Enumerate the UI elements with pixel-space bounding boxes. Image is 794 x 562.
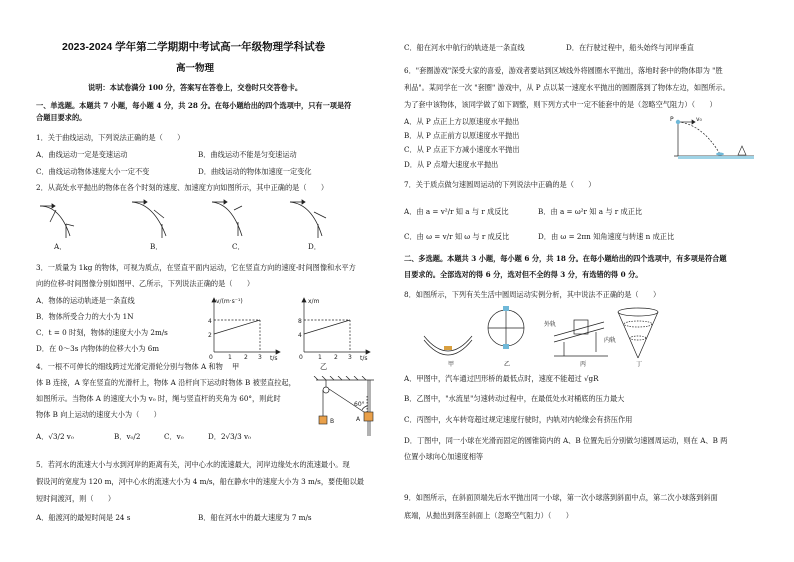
graph-yi-tick-4: 4	[298, 332, 302, 339]
q1-option-b: B．曲线运动不能是匀变速运动	[198, 150, 297, 159]
q6-option-a: A．从 P 点正上方以原速度水平抛出	[404, 117, 520, 126]
q3-stem-cont: 向的位移-时间图像分别如图甲、乙所示，下列说法正确的是（ ）	[36, 279, 255, 288]
inner-rail-label: 内轨	[604, 337, 617, 344]
graph-jia-tick-2s: 2	[244, 354, 248, 361]
q8-fig-jia	[424, 336, 472, 355]
q9-stem: 9．如图所示，在斜面顶端先后水平抛出同一小球，第一次小球落到斜面中点，第二次小球落到斜面	[404, 493, 718, 502]
bucket-bottom	[503, 344, 509, 349]
section2-heading-cont: 目要求的。全部选对的得 6 分，选对但不全的得 3 分，有选错的得 0 分。	[404, 270, 643, 279]
q5-option-a: A．船渡河的最短时间是 24 s	[36, 513, 131, 522]
section1-heading: 一、单选题。本题共 7 小题，每小题 4 分，共 28 分。在每小题给出的四个选项中，只有一项是符	[36, 101, 352, 110]
q2-label-b: B．	[150, 242, 163, 251]
graph-jia-tick-1: 1	[228, 354, 232, 361]
q6-option-c: C．从 P 点正下方减小速度水平抛出	[404, 145, 520, 154]
q6-ring-toss-figure	[668, 112, 760, 162]
graph-jia-tick-2: 2	[208, 332, 212, 339]
q8-label-yi: 乙	[504, 361, 511, 368]
graph-yi-x-label: t/s	[360, 355, 368, 362]
q8-option-b: B．乙图中，"水流星"匀速转动过程中，在最低处水对桶底的压力最大	[404, 394, 625, 403]
graph-jia-y-label: v/(m·s⁻¹)	[216, 298, 243, 305]
q8-label-jia: 甲	[448, 361, 455, 368]
q8-label-ding: 丁	[636, 361, 643, 368]
q2-label-a: A．	[54, 242, 67, 251]
q6-stem-2: 利品"。某同学在一次 "套圈" 游戏中，从 P 点以某一速度水平抛出的圆圈落到了物体左边，如图所示。	[404, 83, 730, 92]
q1-option-a: A．曲线运动一定是变速运动	[36, 150, 128, 159]
bucket-top	[503, 306, 509, 311]
q5-option-c: C．船在河水中航行的轨迹是一条直线	[404, 43, 525, 52]
q8-option-d: D．丁图中，同一小球在光滑而固定的圆锥筒内的 A、B 位置先后分别做匀速圆周运动，则在 A、B 两	[404, 436, 728, 445]
graph-yi-tick-0: 0	[299, 354, 303, 361]
q5-stem-3: 短时间渡河，则（ ）	[36, 494, 116, 503]
section1-heading-cont: 合题目要求的。	[36, 113, 87, 122]
q2-trajectory-figures	[36, 196, 396, 254]
graph-jia-tick-4: 4	[208, 318, 212, 325]
q7-option-a: A．由 a = v²/r 知 a 与 r 成反比	[404, 207, 509, 216]
q4-stem-3: 如图所示。当物体 A 的速度大小为 v₀ 时，绳与竖直杆的夹角为 60°，则此时	[36, 394, 281, 403]
q3-option-b: B．物体所受合力的大小为 1N	[36, 312, 134, 321]
section2-heading: 二、多选题。本题共 3 小题，每小题 6 分，共 18 分。在每小题给出的四个选项中，有多项是符合题	[404, 254, 727, 263]
q8-option-d-cont: 位置小球向心加速度相等	[404, 452, 484, 461]
q4-pulley-figure	[312, 376, 378, 438]
q9-stem-2: 底端，从抛出到落至斜面上（忽略空气阻力）（ ）	[404, 511, 573, 520]
q1-option-c: C．曲线运动物体速度大小一定不变	[36, 167, 150, 176]
q2-figure-c	[212, 200, 242, 236]
q6-stem: 6．"套圈游戏"深受大家的喜爱，游戏者要站到区域线外将圆圈水平抛出，落地时套中的物体即为 "胜	[404, 66, 723, 75]
q2-figure-a	[40, 204, 74, 238]
q4-option-b: B．v₀/2	[114, 432, 141, 441]
graph-jia-x-label: t/s	[270, 355, 278, 362]
graph-yi-tick-2: 2	[334, 354, 338, 361]
q7-option-c: C．由 ω = v/r 知 ω 与 r 成反比	[404, 232, 510, 241]
q6-stem-3: 为了套中该物体，该同学做了如下调整，则下列方式中一定不能套中的是（忽略空气阻力）（ ）	[404, 100, 717, 109]
block-a-label: A	[356, 416, 361, 423]
q7-option-d: D．由 ω = 2πn 知角速度与转速 n 成正比	[538, 232, 675, 241]
q8-figures	[404, 302, 764, 368]
graph-jia	[212, 298, 280, 354]
q5-option-d: D．在行驶过程中，船头始终与河岸垂直	[566, 43, 694, 52]
q8-fig-yi	[488, 310, 524, 346]
target-object	[738, 146, 746, 155]
block-b	[319, 416, 327, 424]
q1-stem: 1．关于曲线运动，下列说法正确的是（ ）	[36, 133, 185, 142]
car	[444, 346, 452, 350]
graph-jia-tick-0: 0	[209, 354, 213, 361]
graph-yi-y-label: x/m	[308, 298, 320, 305]
q4-stem: 4．一根不可伸长的细线跨过光滑定滑轮分别与物体 A 和物	[36, 362, 223, 371]
exam-title: 2023-2024 学年第二学期期中考试高一年级物理学科试卷	[62, 41, 326, 53]
graph-jia-caption: 甲	[232, 362, 240, 371]
graph-jia-tick-3: 3	[258, 354, 262, 361]
q3-option-c: C．t = 0 时刻，物体的速度大小为 2m/s	[36, 328, 168, 337]
graph-yi	[302, 298, 370, 354]
q4-option-a: A．√3/2 v₀	[36, 432, 74, 441]
point-p-label: P	[670, 116, 674, 123]
q5-option-b: B．船在河水中的最大速度为 7 m/s	[198, 513, 312, 522]
q7-option-b: B．由 a = ω²r 知 a 与 r 成正比	[538, 207, 643, 216]
q8-option-a: A．甲图中，汽车通过凹形桥的最低点时，速度不能超过 √gR	[404, 374, 599, 383]
q8-stem: 8．如图所示，下列有关生活中圆周运动实例分析，其中说法不正确的是（ ）	[404, 290, 661, 299]
q8-option-c: C．丙图中，火车转弯超过规定速度行驶时，内轨对内轮缘会有挤压作用	[404, 415, 633, 424]
q4-option-d: D．2√3/3 v₀	[208, 432, 251, 441]
q2-figure-d	[290, 200, 326, 238]
q2-figure-b	[132, 200, 166, 238]
q8-label-bing: 丙	[580, 361, 587, 368]
q7-stem: 7．关于质点做匀速圆周运动的下列说法中正确的是（ ）	[404, 180, 596, 189]
q3-stem: 3．一质量为 1kg 的物体，可视为质点，在竖直平面内运动，它在竖直方向的速度-时间图像和水平方	[36, 263, 356, 272]
block-a	[364, 412, 373, 421]
q6-option-b: B．从 P 点正前方以原速度水平抛出	[404, 131, 520, 140]
subject-title: 高一物理	[176, 63, 215, 74]
graph-yi-tick-3: 3	[348, 354, 352, 361]
q4-stem-4: 物体 B 向上运动的速度大小为（ ）	[36, 410, 161, 419]
outer-rail-label: 外轨	[544, 321, 557, 328]
q3-option-d: D．在 0～3s 内物体的位移大小为 6m	[36, 344, 160, 353]
q8-fig-bing	[554, 320, 608, 356]
q3-graphs	[200, 296, 380, 368]
instructions: 说明：本试卷满分 100 分，答案写在答卷上，交卷时只交答卷卡。	[88, 83, 303, 92]
q3-option-a: A．物体的运动轨迹是一条直线	[36, 296, 135, 305]
graph-yi-tick-1: 1	[318, 354, 322, 361]
q5-stem-2: 假设河的宽度为 120 m，河中心水的流速大小为 4 m/s，船在静水中的速度大小为 3 m/s，要使船以最	[36, 477, 364, 486]
velocity-label: v₀	[696, 116, 702, 123]
q4-stem-2: 体 B 连接，A 穿在竖直的光滑杆上，物体 A 沿杆向下运动时物体 B 被竖直拉起，	[36, 378, 296, 387]
q5-stem: 5．若河水的流速大小与水到河岸的距离有关，河中心水的流速最大，河岸边缘处水的流速最小。现	[36, 460, 350, 469]
q2-label-c: C．	[232, 242, 245, 251]
q6-option-d: D．从 P 点增大速度水平抛出	[404, 160, 499, 169]
q8-fig-ding	[618, 308, 658, 358]
q1-option-d: D．曲线运动的物体加速度一定变化	[198, 167, 312, 176]
q4-option-c: C．v₀	[164, 432, 184, 441]
graph-yi-tick-8: 8	[298, 318, 302, 325]
angle-label: 60°	[354, 401, 365, 408]
q2-label-d: D．	[308, 242, 321, 251]
block-b-label: B	[330, 418, 335, 425]
graph-yi-caption: 乙	[320, 362, 328, 371]
q2-stem: 2．从高处水平抛出的物体在各个时刻的速度、加速度方向如图所示，其中正确的是（ ）	[36, 183, 329, 192]
